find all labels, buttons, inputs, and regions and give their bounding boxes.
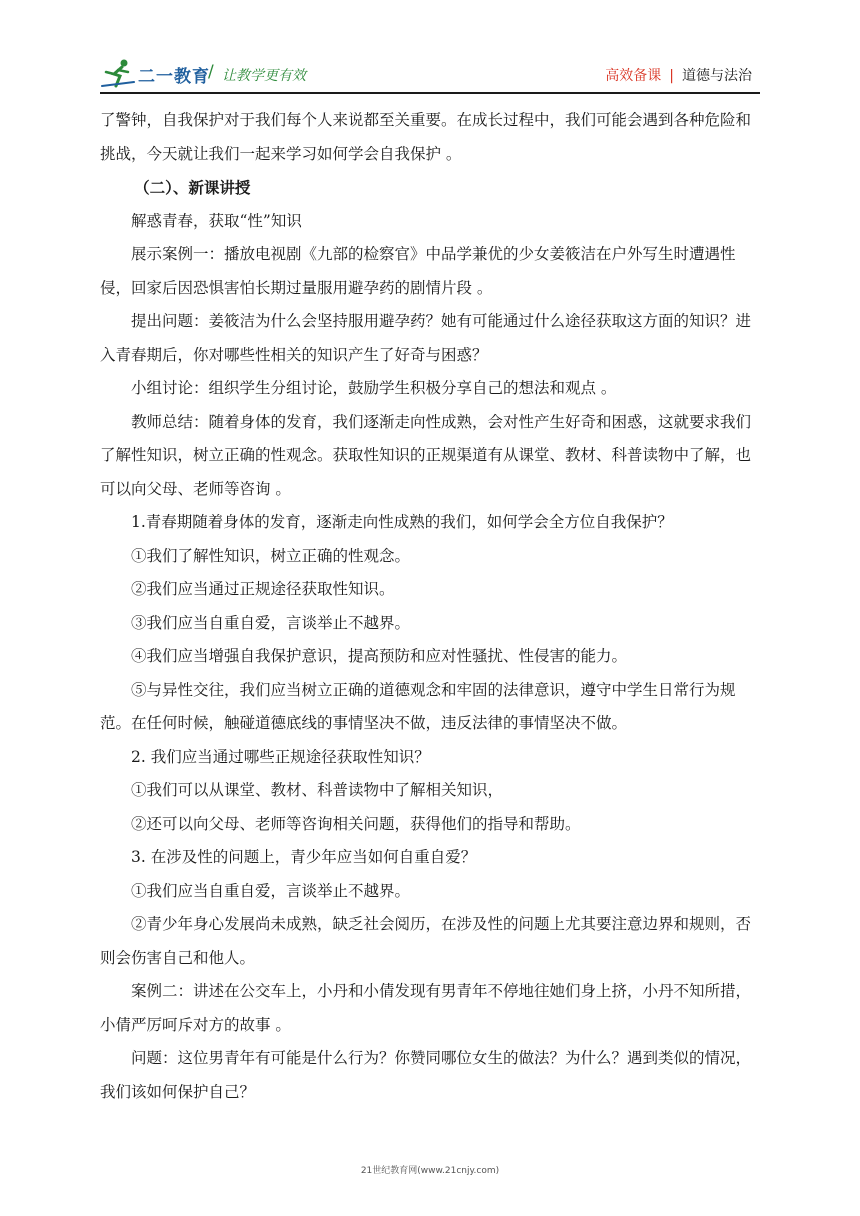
tag-separator: | [669, 68, 674, 84]
page-header [100, 56, 760, 96]
question-three: 3. 在涉及性的问题上，青少年应当如何自重自爱？ [131, 848, 477, 866]
answer-item: ②还可以向父母、老师等咨询相关问题，获得他们的指导和帮助。 [131, 814, 581, 833]
paragraph-case-one: 展示案例一：播放电视剧《九部的检察官》中品学兼优的少女姜筱洁在户外写生时遭遇性侵，回家后因恐惧害怕长期过量服用避孕药的剧情片段 。 [100, 245, 736, 297]
document-body [100, 104, 760, 1109]
logo-slash: / [208, 62, 214, 82]
answer-item: ①我们了解性知识，树立正确的性观念。 [131, 546, 411, 565]
runner-logo-icon [100, 58, 136, 90]
paragraph-teacher-summary: 教师总结：随着身体的发育，我们逐渐走向性成熟，会对性产生好奇和困惑，这就要求我们了解性知识，树立正确的性观念。获取性知识的正规渠道有从课堂、教材、科普读物中了解，也可以向父母、老师等咨询 。 [100, 412, 752, 498]
answer-item: ①我们应当自重自爱，言谈举止不越界。 [131, 881, 411, 900]
paragraph-group-discussion: 小组讨论：组织学生分组讨论，鼓励学生积极分享自己的想法和观点 。 [131, 379, 617, 397]
paragraph-questions: 提出问题：姜筱洁为什么会坚持服用避孕药？她有可能通过什么途径获取这方面的知识？进入青春期后，你对哪些性相关的知识产生了好奇与困惑？ [100, 312, 752, 364]
paragraph-case-two: 案例二：讲述在公交车上，小丹和小倩发现有男青年不停地往她们身上挤，小丹不知所措，小倩严厉呵斥对方的故事 。 [100, 982, 752, 1034]
page-footer: 21世纪教育网(www.21cnjy.com) [360, 1166, 500, 1176]
paragraph-case-two-questions: 问题：这位男青年有可能是什么行为？你赞同哪位女生的做法？为什么？遇到类似的情况，我们该如何保护自己？ [100, 1049, 752, 1101]
header-tags [605, 65, 752, 85]
answer-item: ④我们应当增强自我保护意识，提高预防和应对性骚扰、性侵害的能力。 [131, 647, 628, 665]
answer-item: ③我们应当自重自爱，言谈举止不越界。 [131, 613, 411, 632]
tag-efficient-prep: 高效备课 [605, 68, 662, 84]
section-heading: （二）、新课讲授 [134, 178, 251, 197]
answer-item: ②青少年身心发展尚未成熟，缺乏社会阅历，在涉及性的问题上尤其要注意边界和规则，否则会伤害自己和他人。 [100, 915, 752, 967]
answer-item: ⑤与异性交往，我们应当树立正确的道德观念和牢固的法律意识，遵守中学生日常行为规范。在任何时候，触碰道德底线的事情坚决不做，违反法律的事情坚决不做。 [100, 680, 736, 732]
answer-item: ①我们可以从课堂、教材、科普读物中了解相关知识， [131, 781, 504, 799]
question-two: 2. 我们应当通过哪些正规途径获取性知识？ [131, 747, 430, 766]
question-one: 1.青春期随着身体的发育，逐渐走向性成熟的我们，如何学会全方位自我保护？ [131, 513, 673, 531]
slogan: 让教学更有效 [222, 68, 306, 84]
tag-subject: 道德与法治 [682, 68, 752, 84]
answer-item: ②我们应当通过正规途径获取性知识。 [131, 580, 395, 598]
paragraph-intro-continued: 了警钟，自我保护对于我们每个人来说都至关重要。在成长过程中，我们可能会遇到各种危险和挑战，今天就让我们一起来学习如何学会自我保护 。 [100, 111, 752, 163]
logo-text: 二一教育 [138, 67, 210, 87]
subsection-title: 解惑青春，获取“性”知识 [131, 211, 302, 230]
header-divider [100, 92, 760, 94]
